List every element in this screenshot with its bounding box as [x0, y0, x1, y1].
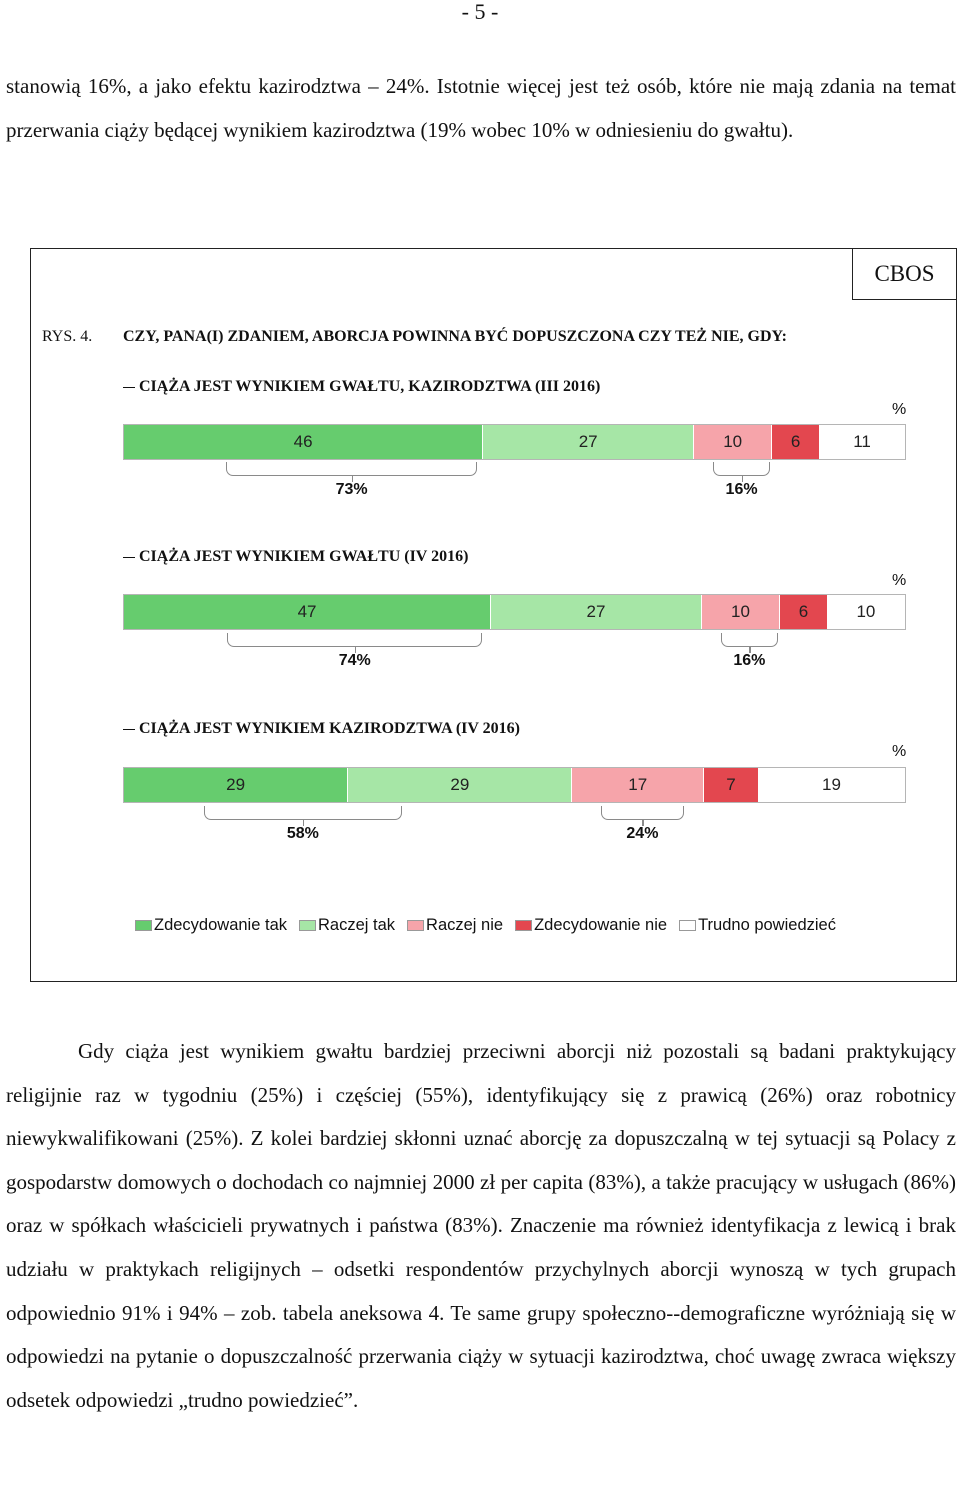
brace-no — [601, 806, 685, 820]
segment-zdecydowanie-nie: 6 — [772, 425, 819, 459]
no-total-label: 16% — [733, 652, 766, 669]
stacked-bar — [123, 424, 906, 460]
segment-trudno-powiedziec: 19 — [758, 768, 905, 802]
legend-label: Trudno powiedzieć — [698, 916, 836, 934]
brace-yes — [204, 806, 402, 820]
segment-raczej-tak: 29 — [348, 768, 572, 802]
figure-label: RYS. 4. — [42, 328, 93, 345]
yes-total-label: 73% — [335, 481, 368, 498]
yes-total-label: 74% — [338, 652, 371, 669]
segment-raczej-nie: 10 — [702, 595, 780, 629]
legend-item — [299, 916, 395, 935]
brace-no — [713, 462, 769, 476]
legend-item — [407, 916, 503, 935]
row-title-dash — [123, 729, 135, 730]
segment-raczej-tak: 27 — [483, 425, 694, 459]
legend-label: Zdecydowanie tak — [154, 916, 287, 934]
row-title — [123, 378, 600, 396]
legend-item — [679, 916, 836, 935]
brace-yes — [227, 633, 482, 647]
no-total-label: 24% — [626, 825, 659, 842]
legend-swatch — [407, 920, 424, 931]
legend-label: Raczej nie — [426, 916, 504, 934]
percent-unit: % — [892, 743, 907, 760]
figure-title: CZY, PANA(I) ZDANIEM, ABORCJA POWINNA BYĆ DOPUSZCZONA CZY TEŻ NIE, GDY: — [123, 328, 787, 345]
percent-unit: % — [892, 401, 907, 418]
body-paragraph: Gdy ciąża jest wynikiem gwałtu bardziej przeciwni aborcji niż pozostali są badani praktykujący religijnie raz w tygodniu (25%) i częściej (55%), identyfikujący się z prawicą (26%) oraz robotnicy niewykwalifikowani (25%). Z kolei bardziej skłonni uznać aborcję za dopuszczalną w tej sytuacji są Polacy z gospodarstw domowych o dochodach co najmniej 2000 zł per capita (83%), a także pracujący w usługach (86%) oraz w spółkach właścicieli prywatnych i państwa (83%). Znaczenie ma również identyfikacja z lewicą i brak udziału w praktykach religijnych – odsetki respondentów przychylnych aborcji wynoszą w tych grupach odpowiednio 91% i 94% – zob. tabela aneksowa 4. Te same grupy społeczno--demograficzne wyróżniają się w odpowiedzi na pytanie o dopuszczalność przerwania ciąży w sytuacji kazirodztwa, choć uwagę zwraca większy odsetek odpowiedzi „trudno powiedzieć”. — [6, 1039, 956, 1412]
segment-zdecydowanie-tak: 29 — [124, 768, 348, 802]
source-box: CBOS — [852, 248, 957, 300]
segment-trudno-powiedziec: 10 — [827, 595, 905, 629]
row-title — [123, 548, 468, 566]
legend-swatch — [299, 920, 316, 931]
legend-item — [515, 916, 667, 935]
legend-label: Zdecydowanie nie — [534, 916, 668, 934]
percent-unit: % — [892, 572, 907, 589]
stacked-bar — [123, 767, 906, 803]
segment-zdecydowanie-nie: 7 — [704, 768, 758, 802]
legend-label: Raczej tak — [318, 916, 396, 934]
no-total-label: 16% — [725, 481, 758, 498]
chart-legend — [135, 916, 848, 935]
row-title-text: CIĄŻA JEST WYNIKIEM GWAŁTU, KAZIRODZTWA (III 2016) — [139, 378, 601, 395]
segment-zdecydowanie-nie: 6 — [780, 595, 827, 629]
page-number: - 5 - — [461, 0, 499, 24]
segment-raczej-tak: 27 — [491, 595, 702, 629]
legend-swatch — [135, 920, 152, 931]
yes-total-label: 58% — [286, 825, 319, 842]
row-title — [123, 720, 520, 738]
intro-paragraph: stanowią 16%, a jako efektu kazirodztwa – 24%. Istotnie więcej jest też osób, które nie mają zdania na temat przerwania ciąży będącej wynikiem kazirodztwa (19% wobec 10% w odniesieniu do gwałtu). — [6, 74, 956, 142]
row-title-text: CIĄŻA JEST WYNIKIEM GWAŁTU (IV 2016) — [139, 548, 469, 565]
row-title-dash — [123, 387, 135, 388]
segment-zdecydowanie-tak: 47 — [124, 595, 491, 629]
row-title-dash — [123, 557, 135, 558]
segment-raczej-nie: 17 — [572, 768, 703, 802]
segment-trudno-powiedziec: 11 — [819, 425, 905, 459]
brace-no — [721, 633, 777, 647]
brace-yes — [226, 462, 477, 476]
segment-raczej-nie: 10 — [694, 425, 772, 459]
legend-swatch — [679, 920, 696, 931]
row-title-text: CIĄŻA JEST WYNIKIEM KAZIRODZTWA (IV 2016) — [139, 720, 520, 737]
segment-zdecydowanie-tak: 46 — [124, 425, 483, 459]
legend-item — [135, 916, 287, 935]
stacked-bar — [123, 594, 906, 630]
legend-swatch — [515, 920, 532, 931]
